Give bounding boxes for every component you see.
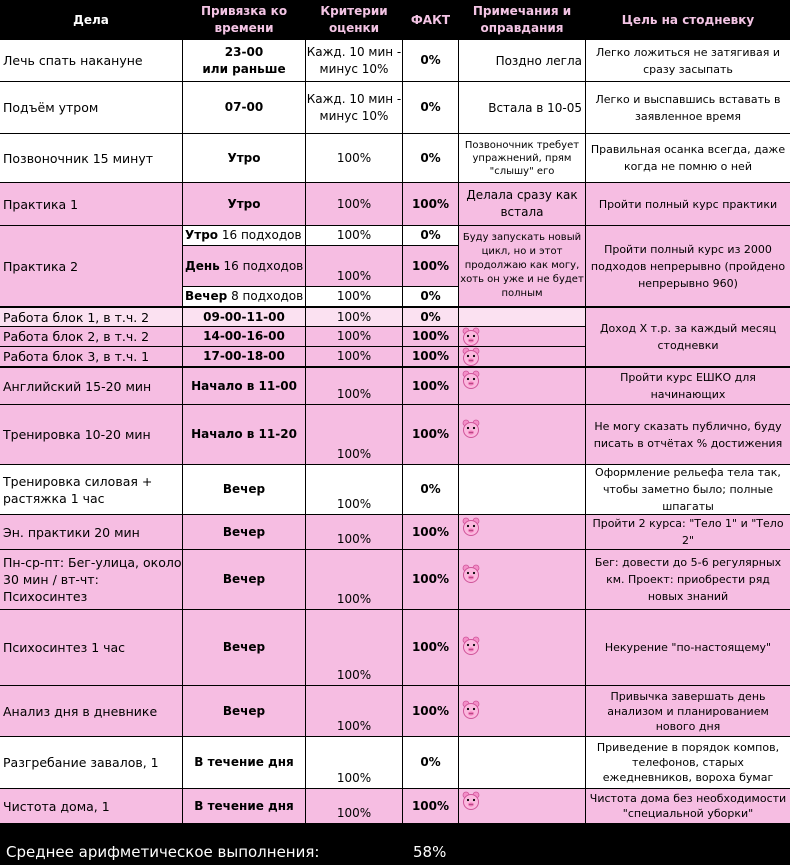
time-binding: 17-00-18-00 (183, 347, 305, 366)
goal: Пройти курс ЕШКО для начинающих (586, 368, 790, 404)
task-name: Чистота дома, 1 (0, 789, 182, 823)
pig-smiley-icon (461, 564, 481, 584)
subrow-group (183, 226, 402, 306)
fact-value: 0% (403, 465, 458, 514)
header-time: Привязка ко времени (200, 4, 288, 35)
time-binding: В течение дня (183, 737, 305, 788)
fact-value: 100% (403, 183, 458, 225)
subrow-criteria: 100% (306, 246, 402, 286)
task-name: Позвоночник 15 минут (0, 134, 182, 182)
fact-value: 100% (403, 347, 458, 366)
header-goal: Цель на стодневку (621, 12, 755, 27)
table-row (0, 183, 790, 225)
criteria: 100% (306, 405, 402, 464)
criteria: 100% (306, 465, 402, 514)
note (459, 515, 585, 549)
time-binding: Начало в 11-20 (183, 405, 305, 464)
note (459, 686, 585, 736)
average-label: Среднее арифметическое выполнения: (6, 843, 320, 861)
fact-value: 100% (403, 789, 458, 823)
criteria: 100% (306, 308, 402, 326)
task-name: Подъём утром (0, 82, 182, 133)
goal: Пройти 2 курса: "Тело 1" и "Тело 2" (586, 515, 790, 549)
task-name: Работа блок 2, в т.ч. 2 (0, 327, 182, 346)
goal: Пройти полный курс практики (586, 183, 790, 225)
subrow-facts (403, 226, 458, 306)
task-name: Тренировка силовая + растяжка 1 час (0, 465, 182, 514)
subrow-time: Вечер 8 подходов (183, 287, 305, 306)
criteria: Кажд. 10 мин - минус 10% (306, 82, 402, 133)
pig-smiley-icon (461, 419, 481, 439)
note (459, 327, 585, 346)
task-name: Практика 2 (0, 226, 182, 306)
criteria: 100% (306, 550, 402, 609)
note: Встала в 10-05 (459, 82, 585, 133)
goal: Легко и выспавшись вставать в заявленное время (586, 82, 790, 133)
criteria: 100% (306, 610, 402, 685)
fact-value: 100% (403, 368, 458, 404)
pig-smiley-icon (461, 347, 481, 367)
header-criteria: Критерии оценки (320, 4, 388, 35)
task-name: Работа блок 1, в т.ч. 2 (0, 308, 182, 326)
goal: Привычка завершать день анализом и планированием нового дня (586, 686, 790, 736)
note: Позвоночник требует упражнений, прям "слышу" его (459, 134, 585, 182)
pig-smiley-icon (461, 791, 481, 811)
note: Делала сразу как встала (459, 183, 585, 225)
table-row (0, 465, 790, 514)
subrow-time: Утро 16 подходов (183, 226, 305, 245)
fact-value: 100% (403, 327, 458, 346)
average-value: 58% (413, 843, 447, 861)
table-row (0, 134, 790, 182)
table-row (0, 610, 790, 685)
table-row (0, 405, 790, 464)
note (459, 550, 585, 609)
fact-value: 0% (403, 737, 458, 788)
note (459, 308, 585, 326)
table-header (0, 0, 790, 40)
goal: Бег: довести до 5-6 регулярных км. Проект: приобрести ряд новых знаний (586, 550, 790, 609)
table-row (0, 368, 790, 404)
goal: Приведение в порядок компов, телефонов, старых ежедневников, вороха бумаг (586, 737, 790, 788)
pig-smiley-icon (461, 370, 481, 390)
table-row (0, 737, 790, 788)
criteria: 100% (306, 686, 402, 736)
goal: Доход Х т.р. за каждый месяц стодневки (586, 308, 790, 366)
time-binding: Утро (183, 134, 305, 182)
goal: Пройти полный курс из 2000 подходов непрерывно (пройдено непрерывно 960) (586, 226, 790, 306)
task-name: Эн. практики 20 мин (0, 515, 182, 549)
pig-smiley-icon (461, 636, 481, 656)
summary-footer (0, 825, 790, 865)
pig-smiley-icon (461, 517, 481, 537)
criteria: 100% (306, 789, 402, 823)
note (459, 737, 585, 788)
time-binding: В течение дня (183, 789, 305, 823)
criteria: 100% (306, 327, 402, 346)
time-binding: 09-00-11-00 (183, 308, 305, 326)
time-binding: Начало в 11-00 (183, 368, 305, 404)
time-binding: 14-00-16-00 (183, 327, 305, 346)
fact-value: 0% (403, 40, 458, 81)
time-binding: Вечер (183, 686, 305, 736)
task-name: Работа блок 3, в т.ч. 1 (0, 347, 182, 366)
header-task: Дела (73, 12, 109, 27)
note (459, 465, 585, 514)
time-binding: Вечер (183, 465, 305, 514)
table-row (0, 686, 790, 736)
task-name: Разгребание завалов, 1 (0, 737, 182, 788)
note (459, 347, 585, 366)
goal: Чистота дома без необходимости "специальной уборки" (586, 789, 790, 823)
table-row (0, 789, 790, 823)
task-name: Тренировка 10-20 мин (0, 405, 182, 464)
subrow-time: День 16 подходов (183, 246, 305, 286)
note (459, 405, 585, 464)
fact-value: 100% (403, 550, 458, 609)
criteria: 100% (306, 737, 402, 788)
fact-value: 0% (403, 308, 458, 326)
table-row (0, 515, 790, 549)
task-name: Пн-ср-пт: Бег-улица, около 30 мин / вт-чт: Психосинтез (0, 550, 182, 609)
fact-value: 0% (403, 287, 458, 306)
goal: Не могу сказать публично, буду писать в отчётах % достижения (586, 405, 790, 464)
criteria: 100% (306, 368, 402, 404)
note: Поздно легла (459, 40, 585, 81)
time-binding: 23-00 или раньше (183, 40, 305, 81)
task-name: Психосинтез 1 час (0, 610, 182, 685)
time-binding: Вечер (183, 550, 305, 609)
goal: Некурение "по-настоящему" (586, 610, 790, 685)
criteria: 100% (306, 515, 402, 549)
criteria: Кажд. 10 мин - минус 10% (306, 40, 402, 81)
task-name: Практика 1 (0, 183, 182, 225)
subrow-criteria: 100% (306, 287, 402, 306)
fact-value: 100% (403, 515, 458, 549)
task-name: Лечь спать накануне (0, 40, 182, 81)
fact-value: 100% (403, 405, 458, 464)
task-name: Анализ дня в дневнике (0, 686, 182, 736)
fact-value: 0% (403, 134, 458, 182)
note (459, 610, 585, 685)
fact-value: 0% (403, 226, 458, 245)
criteria: 100% (306, 134, 402, 182)
criteria: 100% (306, 347, 402, 366)
pig-smiley-icon (461, 327, 481, 347)
fact-value: 100% (403, 246, 458, 286)
note (459, 789, 585, 823)
criteria: 100% (306, 183, 402, 225)
goal: Правильная осанка всегда, даже когда не помню о ней (586, 134, 790, 182)
header-notes: Примечания и оправдания (472, 4, 572, 35)
header-fact: ФАКТ (410, 12, 451, 27)
table-row (0, 40, 790, 81)
fact-value: 100% (403, 610, 458, 685)
goal: Легко ложиться не затягивая и сразу засыпать (586, 40, 790, 81)
fact-value: 100% (403, 686, 458, 736)
task-name: Английский 15-20 мин (0, 368, 182, 404)
table-row (0, 550, 790, 609)
time-binding: Утро (183, 183, 305, 225)
fact-value: 0% (403, 82, 458, 133)
note (459, 368, 585, 404)
time-binding: 07-00 (183, 82, 305, 133)
note: Буду запускать новый цикл, но и этот продолжаю как могу, хоть он уже и не будет полным (459, 226, 585, 306)
time-binding: Вечер (183, 610, 305, 685)
goal: Оформление рельефа тела так, чтобы заметно было; полные шпагаты (586, 465, 790, 514)
subrow-criteria: 100% (306, 226, 402, 245)
table-row (0, 82, 790, 133)
pig-smiley-icon (461, 700, 481, 720)
table-row (0, 226, 790, 306)
time-binding: Вечер (183, 515, 305, 549)
